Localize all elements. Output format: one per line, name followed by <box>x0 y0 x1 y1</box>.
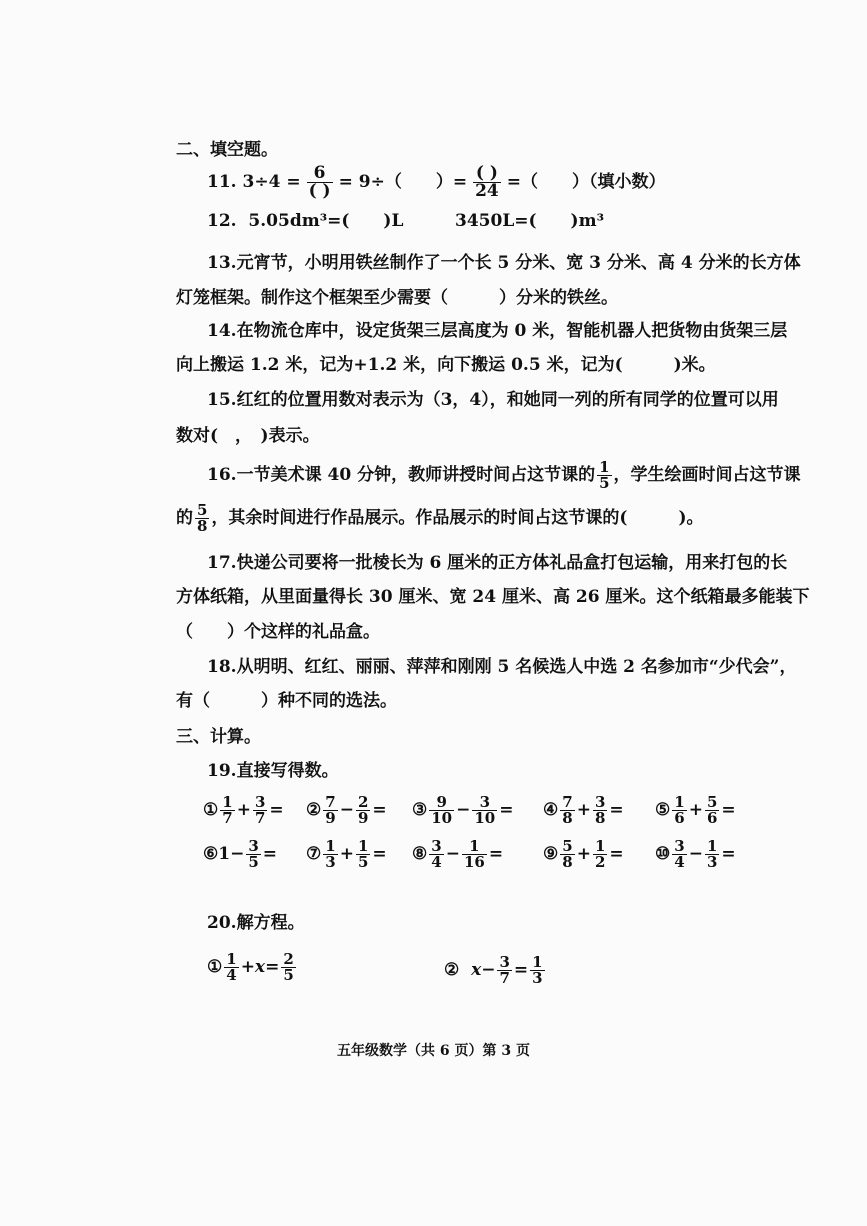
q17-line1: 17.快递公司要将一批棱长为 6 厘米的正方体礼品盒打包运输，用来打包的长 <box>207 553 788 573</box>
q16-f2-num: 5 <box>197 500 208 519</box>
q19-equals: = <box>721 843 736 864</box>
q19-item-index: ③ <box>412 799 428 820</box>
q19-operator: 1− <box>218 843 245 864</box>
q18-line2: 有（ ）种不同的选法。 <box>176 691 397 711</box>
q19-equals: = <box>269 799 284 820</box>
q19-b-den: 7 <box>254 808 266 827</box>
q19-b-num: 3 <box>254 792 266 811</box>
q19-b-den: 2 <box>594 852 606 871</box>
q19-frac-b <box>356 836 370 871</box>
q19-item <box>306 788 387 832</box>
q19-a-den: 9 <box>325 808 336 827</box>
q19-equals: = <box>609 799 624 820</box>
q19-item <box>655 832 736 876</box>
q11-f2-num: ( ) <box>475 162 498 183</box>
q20-e1-b-den: 5 <box>283 965 294 984</box>
q19-frac-b <box>705 836 719 871</box>
q19-a-num: 1 <box>325 836 336 855</box>
q19-b-den: 5 <box>357 852 369 871</box>
q19-a-num: 7 <box>325 792 336 811</box>
q16-line2a: 的 <box>176 507 193 528</box>
q19-frac-a <box>220 792 234 827</box>
q19-item <box>412 788 514 832</box>
q16-line1b: ，学生绘画时间占这节课 <box>613 464 801 485</box>
q11-number: 11. <box>207 171 237 192</box>
q20-e2-frac-b <box>530 952 544 987</box>
q19-b-num: 3 <box>248 836 259 855</box>
q20-e1-a-den: 4 <box>226 965 237 984</box>
question-12 <box>207 213 403 230</box>
q19-item-index: ⑩ <box>655 843 671 864</box>
q19-b-num: 3 <box>594 792 606 811</box>
q19-item-index: ④ <box>543 799 559 820</box>
q13-line2: 灯笼框架。制作这个框架至少需要（ ）分米的铁丝。 <box>176 288 618 308</box>
q20-e1-a-num: 1 <box>226 949 237 968</box>
q19-a-den: 4 <box>674 852 685 871</box>
q19-frac-b <box>246 836 260 871</box>
q19-item <box>655 788 736 832</box>
q19-b-den: 10 <box>474 808 496 827</box>
q20-e1-frac-a <box>224 949 238 984</box>
q19-equals: = <box>499 799 514 820</box>
q20-e2-mid: = <box>513 959 529 980</box>
q19-frac-b <box>593 836 607 871</box>
q19-b-den: 16 <box>463 852 485 871</box>
q16-line2b: ，其余时间进行作品展示。作品展示的时间占这节课的( )。 <box>211 507 704 528</box>
q20-e2-a-den: 7 <box>499 968 510 987</box>
q20-title: 20.解方程。 <box>207 913 305 933</box>
q13-line1: 13.元宵节，小明用铁丝制作了一个长 5 分米、宽 3 分米、高 4 分米的长方体 <box>207 253 801 273</box>
q19-item <box>412 832 503 876</box>
q19-item <box>306 832 387 876</box>
q19-b-den: 8 <box>594 808 606 827</box>
q12-number: 12. <box>207 211 237 231</box>
q19-b-num: 3 <box>479 792 491 811</box>
q19-item-index: ⑨ <box>543 843 559 864</box>
q19-operator: + <box>236 799 251 820</box>
q17-line3: （ ）个这样的礼品盒。 <box>176 622 380 642</box>
q20-equation-2 <box>444 948 547 992</box>
q19-b-den: 3 <box>706 852 718 871</box>
q19-frac-b <box>705 792 719 827</box>
q19-b-num: 5 <box>706 792 718 811</box>
q20-e2-b-den: 3 <box>532 968 543 987</box>
q16-line2 <box>176 498 704 538</box>
q19-a-den: 7 <box>222 808 233 827</box>
page-footer: 五年级数学（共 6 页）第 3 页 <box>337 1043 530 1059</box>
q19-equals: = <box>488 843 504 864</box>
q19-item <box>203 832 277 876</box>
q19-a-num: 5 <box>562 836 573 855</box>
q19-frac-a <box>672 836 686 871</box>
q19-item <box>543 788 624 832</box>
q19-operator: − <box>339 799 354 820</box>
q19-b-den: 9 <box>357 808 369 827</box>
q19-frac-b <box>253 792 267 827</box>
q12-left: 5.05dm³=( )L <box>248 211 404 231</box>
q16-fraction-1 <box>597 457 611 492</box>
q19-frac-a <box>429 792 454 827</box>
q20-e1-b-num: 2 <box>283 949 294 968</box>
q20-e1-mid: +x= <box>240 956 280 977</box>
q19-a-den: 10 <box>431 808 453 827</box>
q19-item-index: ⑦ <box>306 843 322 864</box>
q19-equals: = <box>372 799 387 820</box>
q15-line1: 15.红红的位置用数对表示为（3，4），和她同一列的所有同学的位置可以用 <box>207 390 779 410</box>
q19-operator: + <box>576 843 591 864</box>
section-calc: 三、计算。 <box>176 727 261 747</box>
q11-fraction-1 <box>307 162 333 201</box>
q19-frac-b <box>472 792 497 827</box>
q19-a-num: 7 <box>562 792 573 811</box>
q20-equation-1 <box>207 945 298 989</box>
q11-mid: = 9÷（ ）= <box>338 171 468 192</box>
q19-b-den: 5 <box>248 852 259 871</box>
q19-equals: = <box>721 799 736 820</box>
q19-b-den: 6 <box>706 808 718 827</box>
q11-f1-den: ( ) <box>308 180 331 201</box>
q12-right: 3450L=( )m³ <box>455 211 605 231</box>
q16-f1-den: 5 <box>599 473 610 492</box>
q19-a-num: 1 <box>674 792 685 811</box>
q18-line1: 18.从明明、红红、丽丽、萍萍和刚刚 5 名候选人中选 2 名参加市“少代会”， <box>207 657 797 677</box>
q19-equals: = <box>372 843 387 864</box>
question-11 <box>207 162 666 202</box>
q11-lead: 3÷4 = <box>242 171 301 192</box>
q20-e2-a-num: 3 <box>499 952 510 971</box>
q19-frac-b <box>356 792 370 827</box>
q14-line2: 向上搬运 1.2 米，记为+1.2 米，向下搬运 0.5 米，记为( )米。 <box>176 355 716 375</box>
q19-a-den: 8 <box>562 808 573 827</box>
q14-line1: 14.在物流仓库中，设定货架三层高度为 0 米，智能机器人把货物由货架三层 <box>207 321 788 341</box>
q19-operator: + <box>339 843 354 864</box>
q19-b-num: 1 <box>594 836 606 855</box>
q19-frac-a <box>323 836 337 871</box>
q19-a-num: 3 <box>674 836 685 855</box>
q19-operator: − <box>445 843 460 864</box>
q20-e2-frac-a <box>497 952 511 987</box>
q19-frac-b <box>462 836 487 871</box>
q11-tail: =（ ）（填小数） <box>506 171 666 192</box>
q19-frac-a <box>429 836 443 871</box>
q19-a-den: 4 <box>431 852 442 871</box>
q19-operator: + <box>688 799 703 820</box>
q20-e1-frac-b <box>281 949 295 984</box>
q19-item-index: ① <box>203 799 219 820</box>
q19-equals: = <box>262 843 278 864</box>
q19-frac-a <box>560 792 574 827</box>
q11-fraction-2 <box>473 162 501 201</box>
q19-title: 19.直接写得数。 <box>207 761 339 781</box>
q19-b-num: 1 <box>469 836 480 855</box>
q19-item <box>543 832 624 876</box>
q19-item <box>203 788 284 832</box>
q19-frac-a <box>672 792 686 827</box>
q17-line2: 方体纸箱，从里面量得长 30 厘米、宽 24 厘米、高 26 厘米。这个纸箱最多能装下 <box>176 587 810 607</box>
q19-b-num: 1 <box>357 836 369 855</box>
q16-line1 <box>207 455 801 495</box>
q20-e2-b-num: 1 <box>532 952 543 971</box>
q19-frac-a <box>560 836 574 871</box>
q19-a-den: 6 <box>674 808 685 827</box>
q16-f2-den: 8 <box>197 516 208 535</box>
q20-e2-index: ② <box>444 959 460 980</box>
q19-a-den: 8 <box>562 852 573 871</box>
q20-e1-index: ① <box>207 956 223 977</box>
q19-item-index: ⑥ <box>203 843 219 864</box>
section-fill-blank: 二、填空题。 <box>176 140 278 160</box>
q19-frac-a <box>323 792 337 827</box>
q19-item-index: ② <box>306 799 322 820</box>
q19-item-index: ⑤ <box>655 799 671 820</box>
q19-a-num: 9 <box>436 792 447 811</box>
q16-f1-num: 1 <box>599 457 610 476</box>
q11-f2-den: 24 <box>475 180 499 201</box>
q19-a-den: 3 <box>325 852 336 871</box>
q16-line1a: 16.一节美术课 40 分钟，教师讲授时间占这节课的 <box>207 464 596 485</box>
q19-a-num: 1 <box>222 792 233 811</box>
q16-fraction-2 <box>195 500 209 535</box>
q19-operator: − <box>688 843 703 864</box>
q19-equals: = <box>609 843 624 864</box>
q15-line2: 数对( ， )表示。 <box>176 426 320 446</box>
q19-a-num: 3 <box>431 836 442 855</box>
q11-f1-num: 6 <box>313 162 326 183</box>
q20-e2-pre: x− <box>471 959 496 980</box>
q19-item-index: ⑧ <box>412 843 428 864</box>
q19-operator: + <box>576 799 591 820</box>
q19-frac-b <box>593 792 607 827</box>
q19-operator: − <box>456 799 471 820</box>
q19-b-num: 2 <box>357 792 369 811</box>
q19-b-num: 1 <box>706 836 718 855</box>
